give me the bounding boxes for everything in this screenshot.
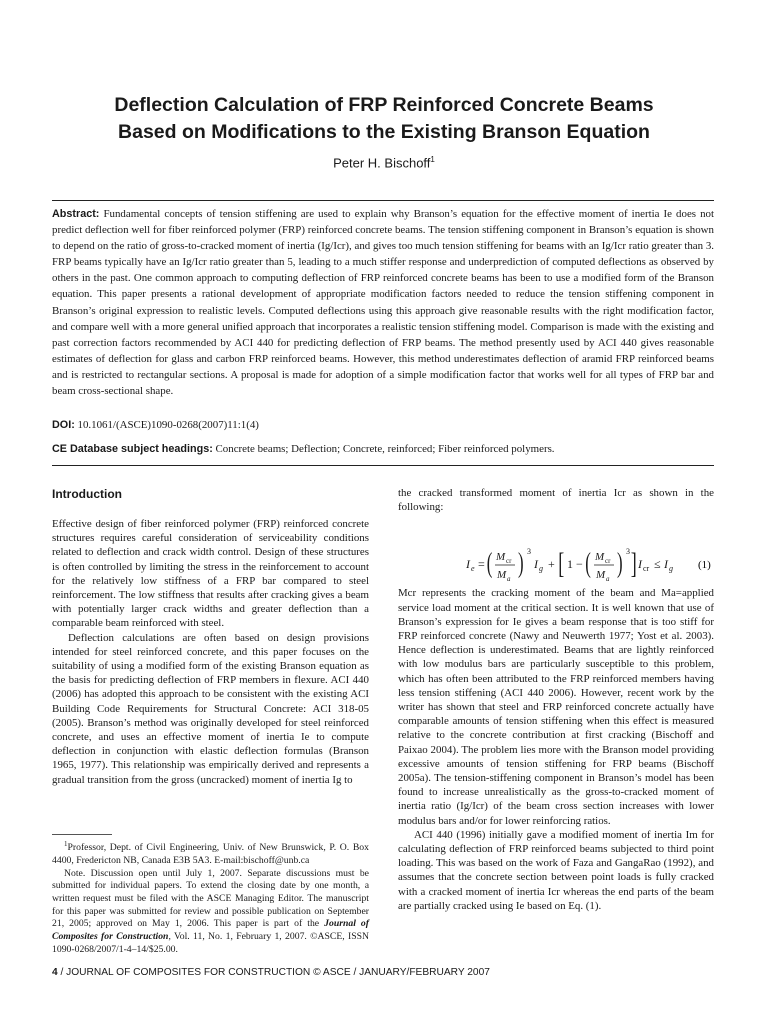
right-paragraph-1: Mcr represents the cracking moment of the beam and Ma=applied service load moment at the critical section. It is well known that use of Branson’s expression for Ie gives a beam response that is too stiff for FRP reinforced concrete (Nawy and Neuwerth 1977; Yost et al. 2003). Hence deflection is underestimated. Beams that are lightly reinforced with low modulus bars are particularly susceptible to this problem, which has often been attributed to the FRP reinforced members having less tension stiffening (ACI 440 2006). However, recent work by the writer has shown that steel and FRP reinforced concrete actually have comparable amounts of tension stiffening when this effect is measured relative to the concrete contribution at first cracking (Bischoff and Paixao 2004). The problem lies more with the Branson model providing excessive amounts of tension stiffening for FRP beams (Bischoff 2005a). The tension-stiffening component in Branson’s model has been found to increase unrealistically as the gross-to-cracked moment of inertia ratio (Ig/Icr) of the beam cross section increases with lower modulus bars and/or for lower reinforcing ratios. [398,587,714,827]
svg-text:I: I [466,557,470,571]
svg-text:≤: ≤ [654,557,661,571]
svg-text:1: 1 [567,557,573,571]
svg-text:cr: cr [643,564,650,573]
doi [52,419,714,431]
svg-text:M: M [595,551,605,563]
svg-text:(: ( [486,546,493,579]
discussion-note [52,868,369,957]
right-paragraph-2: ACI 440 (1996) initially gave a modified moment of inertia Im for calculating deflection of FRP reinforced beams subjected to third point loading. This was based on the work of Faza and GangaRao (1992), and assumes that the concrete section between point loads is fully cracked with a cracked moment of inertia Icr whereas the end parts of the beam are partially cracked using Ie based on Eq. (1). [398,828,714,912]
top-divider [52,200,714,201]
intro-paragraph-1: Effective design of fiber reinforced polymer (FRP) reinforced concrete structures requires careful consideration of serviceability conditions related to deflection and crack width control. Design of these structures is often controlled by limiting the stress in the reinforcement to account for the relatively low stiffness of a FRP bar compared to steel reinforcement. The low stiffness that results after cracking gives a beam with potentially larger crack widths and greater deflection than a comparable beam reinforced with steel. [52,518,369,630]
title-line-1: Deflection Calculation of FRP Reinforced Concrete Beams [114,94,654,116]
discussion-note-text: Note. Discussion open until July 1, 2007. Separate discussions must be submitted for individual papers. To extend the closing date by one month, a written request must be filed with the ASCE Managing Editor. The manuscript for this paper was submitted for review and possible publication on September 21, 2005; approved on May 1, 2006. This paper is part of the [52,867,369,930]
footnote-1-text: Professor, Dept. of Civil Engineering, Univ. of New Brunswick, P. O. Box 4400, Fredericton NB, Canada E3B 5A3. E-mail:bischoff@unb.ca [52,842,369,866]
svg-text:e: e [471,564,475,573]
footnotes [52,838,369,957]
svg-text:): ) [518,546,524,579]
page-footer [52,967,714,978]
footnote-divider [52,834,112,835]
section-divider [52,465,714,466]
equation-1 [398,540,714,586]
section-heading-introduction: Introduction [52,487,122,501]
svg-text:M: M [596,569,606,581]
journal-name: Journal of Composites for Construction [52,918,369,943]
right-intro-text: the cracked transformed moment of inertia Icr as shown in the following: [398,487,714,514]
footer-journal-line: / JOURNAL OF COMPOSITES FOR CONSTRUCTION © ASCE / JANUARY/FEBRUARY 2007 [57,967,490,978]
svg-text:=: = [478,557,485,571]
author-name: Peter H. Bischoff [333,155,431,171]
page-number: 4 [52,967,58,978]
equation-number: (1) [698,559,711,571]
subject-headings [52,443,714,455]
abstract-label: Abstract: [52,208,100,220]
discussion-note-tail: , Vol. 11, No. 1, February 1, 2007. ©ASCE, ISSN 1090-0268/2007/1-4–14/$25.00. [52,931,369,955]
svg-text:M: M [496,551,506,563]
svg-text:M: M [497,569,507,581]
svg-text:I: I [664,557,668,571]
abstract-text: Fundamental concepts of tension stiffening are used to explain why Branson’s equation for the effective moment of inertia Ie does not predict deflection well for fiber reinforced polymer (FRP) reinforced concrete beams. The tension stiffening component in Branson’s equation is shown to depend on the ratio of gross-to-cracked moment of inertia (Ig/Icr), and gives too much tension stiffening for beams with an Ig/Icr ratio greater than 3. FRP beams typically have an Ig/Icr ratio greater than 5, leading to a much stiffer response and underprediction of computed deflections as observed by others in the past. One common approach to computing deflection of FRP reinforced concrete beams has been to use a modified form of the Branson equation. This paper presents a rational development of appropriate modification factors needed to reduce the tension stiffening component in Branson’s original expression to realistic levels. Computed deflections using this approach give reasonable results with the right modification factor, and compare well with a more general unified approach that incorporates a realistic tension stiffening model. Comparison is made with the existing and past correction factors recommended by ACI 440 for predicting deflection of FRP beams. The method presently used by ACI 440 gives reasonable estimates of deflection for glass and carbon FRP reinforced beams. However, this method underestimates deflection of aramid FRP reinforced beams and is restricted to rectangular sections. A proposal is made for adoption of a simple modification factor that works well for all types of FRP bar and beam cross-sectional shape. [52,208,714,398]
svg-text:a: a [507,575,511,583]
svg-text:cr: cr [605,557,611,565]
author-affiliation-mark: 1 [430,155,435,164]
svg-text:(: ( [585,546,591,579]
intro-paragraph-2: Deflection calculations are often based on design provisions intended for steel reinforced concrete, and this paper focuses on the suitability of using a modified form of the existing Branson equation as the basis for predicting deflection of FRP members in flexure. ACI 440 (2006) has adopted this approach to be consistent with the existing ACI Building Code Requirements for Structural Concrete: ACI 318-05 (2005). Branson’s method was originally developed for steel reinforced concrete, and uses an effective moment of inertia Ie to compute deflection in conjunction with elastic deflection formulas (Branson 1965, 1977). This relationship was empirically derived and represents a gradual transition from the gross (uncracked) moment of inertia Ig to [52,631,369,786]
equation-graphic [398,540,714,586]
svg-text:cr: cr [506,557,512,565]
title-line-2: Based on Modifications to the Existing Branson Equation [118,121,650,143]
left-column [52,517,369,787]
svg-text:I: I [638,557,642,571]
paper-title [40,92,728,146]
svg-text:−: − [576,557,583,571]
footnote-1-mark: 1 [64,840,68,848]
svg-text:g: g [669,564,673,573]
svg-text:+: + [548,557,555,571]
svg-text:a: a [606,575,610,583]
svg-text:[: [ [558,547,565,581]
abstract [52,206,714,399]
footnote-1 [52,838,369,868]
subject-headings-label: CE Database subject headings: [52,443,213,455]
svg-text:]: ] [630,547,637,581]
doi-label: DOI: [52,419,75,431]
svg-text:): ) [617,546,623,579]
author [40,155,728,170]
doi-value[interactable]: 10.1061/(ASCE)1090-0268(2007)11:1(4) [77,419,259,431]
svg-text:g: g [539,564,543,573]
svg-text:3: 3 [527,547,531,556]
subject-headings-value: Concrete beams; Deflection; Concrete, reinforced; Fiber reinforced polymers. [215,443,555,455]
svg-text:I: I [534,557,538,571]
svg-text:3: 3 [626,547,630,556]
